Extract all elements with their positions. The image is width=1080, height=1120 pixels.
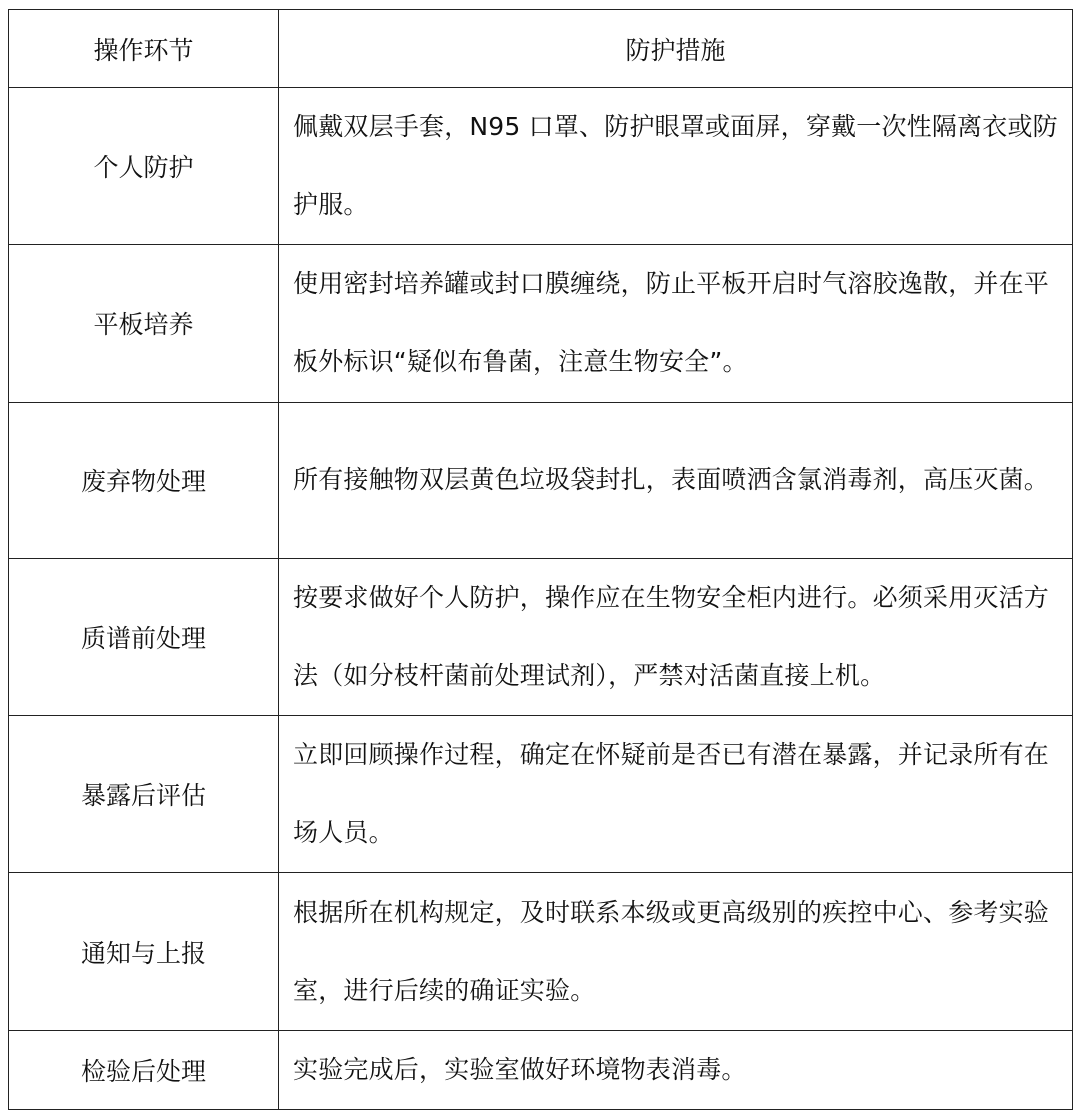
row-measure-cell: 佩戴双层手套，N95 口罩、防护眼罩或面屏，穿戴一次性隔离衣或防护服。	[279, 88, 1073, 245]
row-measure-cell: 所有接触物双层黄色垃圾袋封扎，表面喷洒含氯消毒剂，高压灭菌。	[279, 402, 1073, 558]
protection-measures-table	[8, 9, 1073, 1110]
row-measure-cell: 根据所在机构规定，及时联系本级或更高级别的疾控中心、参考实验室，进行后续的确证实验。	[279, 873, 1073, 1030]
table-row	[9, 1030, 1073, 1109]
table-row	[9, 402, 1073, 558]
row-measure-cell: 实验完成后，实验室做好环境物表消毒。	[279, 1030, 1073, 1109]
table-row	[9, 558, 1073, 715]
row-step-cell: 废弃物处理	[9, 402, 279, 558]
table-header-row	[9, 10, 1073, 88]
row-step-cell: 平板培养	[9, 245, 279, 402]
row-step-cell: 暴露后评估	[9, 716, 279, 873]
row-measure-cell: 按要求做好个人防护，操作应在生物安全柜内进行。必须采用灭活方法（如分枝杆菌前处理试剂），严禁对活菌直接上机。	[279, 558, 1073, 715]
table-row	[9, 716, 1073, 873]
row-step-cell: 个人防护	[9, 88, 279, 245]
row-step-cell: 检验后处理	[9, 1030, 279, 1109]
row-measure-cell: 使用密封培养罐或封口膜缠绕，防止平板开启时气溶胶逸散，并在平板外标识“疑似布鲁菌，注意生物安全”。	[279, 245, 1073, 402]
row-step-cell: 质谱前处理	[9, 558, 279, 715]
table-row	[9, 88, 1073, 245]
table-row	[9, 873, 1073, 1030]
header-protection-measures: 防护措施	[279, 10, 1073, 88]
row-step-cell: 通知与上报	[9, 873, 279, 1030]
row-measure-cell: 立即回顾操作过程，确定在怀疑前是否已有潜在暴露，并记录所有在场人员。	[279, 716, 1073, 873]
protection-measures-table-container	[8, 9, 1072, 1110]
table-row	[9, 245, 1073, 402]
header-operation-step: 操作环节	[9, 10, 279, 88]
